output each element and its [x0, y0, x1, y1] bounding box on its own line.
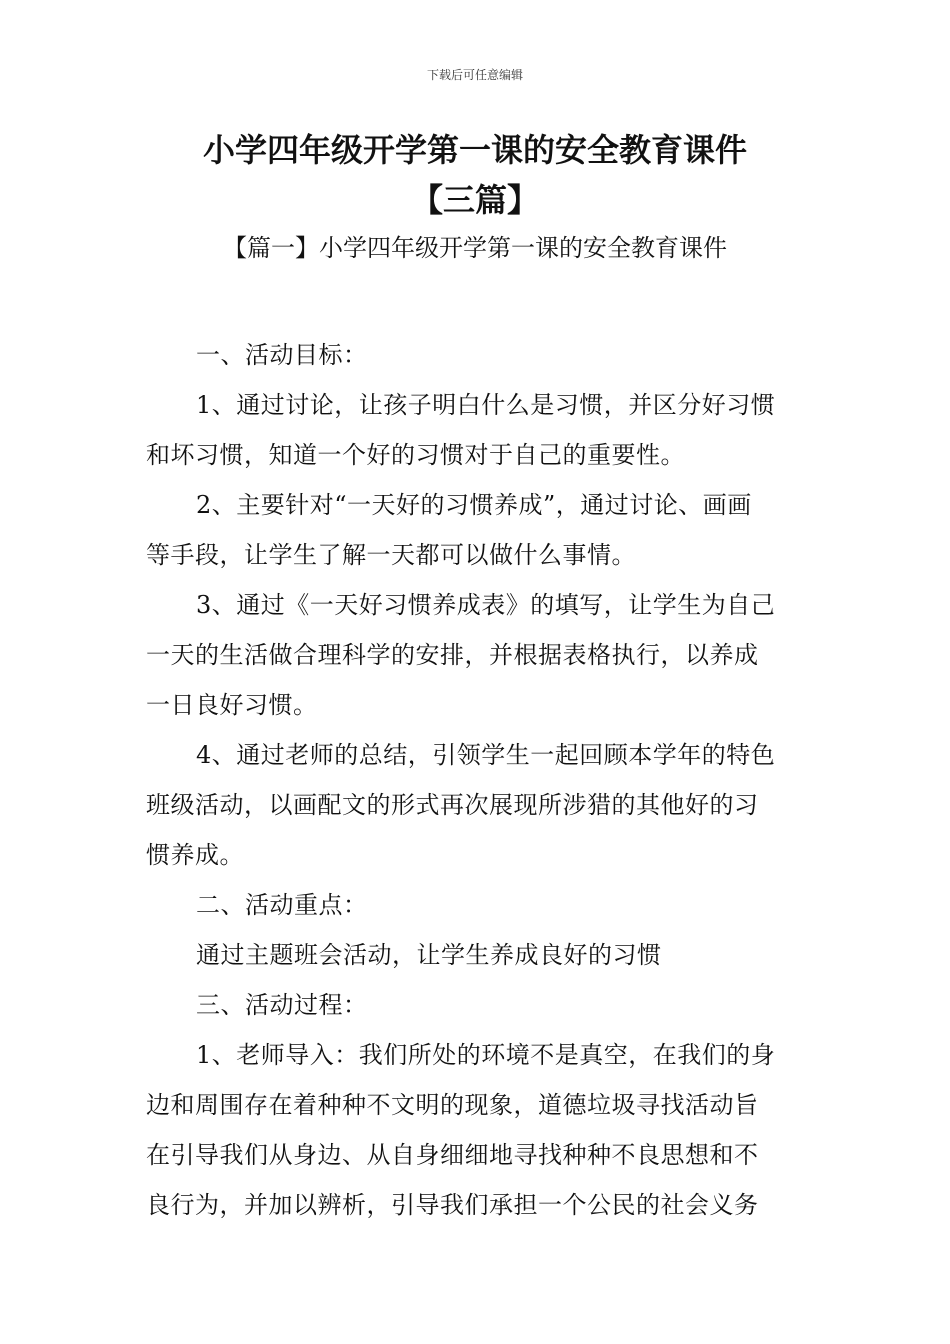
text-line: 一日良好习惯。 [146, 691, 318, 719]
text-line: 一、活动目标： [196, 341, 368, 369]
text-line: 1、老师导入：我们所处的环境不是真空，在我们的身 [196, 1041, 776, 1069]
text-line: 通过主题班会活动，让学生养成良好的习惯 [196, 941, 662, 969]
document-title-line-1: 小学四年级开学第一课的安全教育课件 [202, 131, 747, 169]
text-line: 4、通过老师的总结，引领学生一起回顾本学年的特色 [196, 741, 776, 769]
header-note: 下载后可任意编辑 [426, 68, 523, 82]
text-line: 2、主要针对“一天好的习惯养成”，通过讨论、画画 [196, 491, 752, 519]
document-title-line-2: 【三篇】 [410, 181, 539, 219]
text-line: 良行为，并加以辨析，引导我们承担一个公民的社会义务 [146, 1191, 759, 1219]
document-body [146, 330, 808, 1230]
text-line: 三、活动过程： [196, 991, 368, 1019]
text-line: 等手段，让学生了解一天都可以做什么事情。 [146, 541, 636, 569]
text-line: 在引导我们从身边、从自身细细地寻找种种不良思想和不 [146, 1141, 759, 1169]
section-heading: 【篇一】小学四年级开学第一课的安全教育课件 [223, 234, 727, 262]
text-line: 一天的生活做合理科学的安排，并根据表格执行，以养成 [146, 641, 759, 669]
text-line: 班级活动，以画配文的形式再次展现所涉猎的其他好的习 [146, 791, 759, 819]
text-line: 3、通过《一天好习惯养成表》的填写，让学生为自己 [196, 591, 776, 619]
text-line: 和坏习惯，知道一个好的习惯对于自己的重要性。 [146, 441, 685, 469]
text-line: 1、通过讨论，让孩子明白什么是习惯，并区分好习惯 [196, 391, 776, 419]
text-line: 二、活动重点： [196, 891, 368, 919]
text-line: 惯养成。 [146, 841, 244, 869]
text-line: 边和周围存在着种种不文明的现象，道德垃圾寻找活动旨 [146, 1091, 759, 1119]
